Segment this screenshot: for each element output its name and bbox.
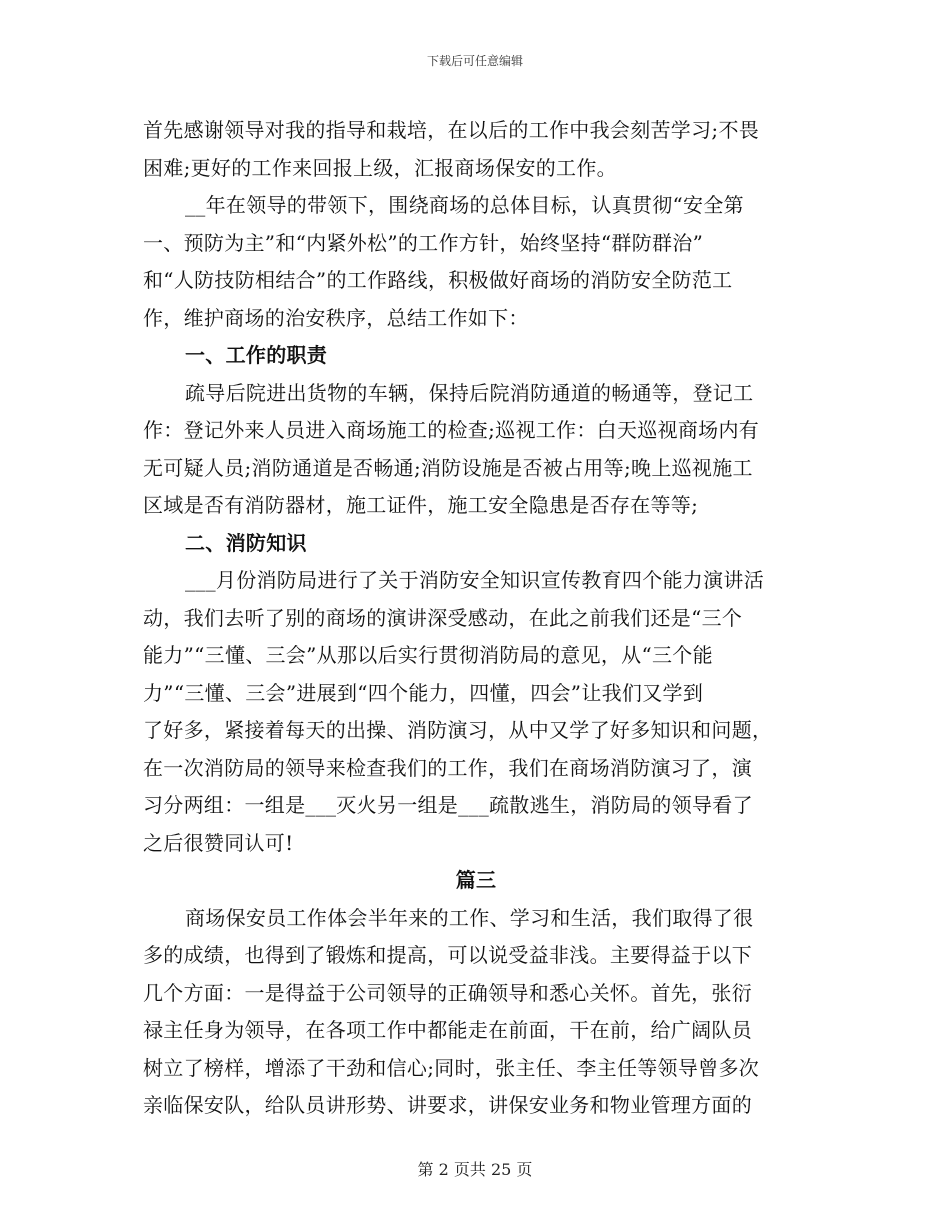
body-line: 作：登记外来人员进入商场施工的检查;巡视工作：白天巡视商场内有: [143, 418, 760, 442]
section-heading: 二、消防知识: [185, 530, 307, 555]
paragraph-start: ___月份消防局进行了关于消防安全知识宣传教育四个能力演讲活: [185, 568, 764, 592]
paragraph-start: __年在领导的带领下，围绕商场的总体目标，认真贯彻“安全第: [185, 193, 744, 217]
body-line: 多的成绩，也得到了锻炼和提高，可以说受益非浅。主要得益于以下: [143, 943, 752, 967]
body-line: 困难;更好的工作来回报上级，汇报商场保安的工作。: [143, 155, 617, 180]
body-line: 在一次消防局的领导来检查我们的工作，我们在商场消防演习了，演: [143, 755, 752, 780]
body-line: 动，我们去听了别的商场的演讲深受感动，在此之前我们还是“三个: [143, 605, 743, 630]
chapter-title: 篇三: [455, 868, 497, 892]
paragraph-start: 商场保安员工作体会半年来的工作、学习和生活，我们取得了很: [185, 905, 754, 930]
body-line: 之后很赞同认可!: [143, 830, 294, 855]
body-line: 和“人防技防相结合”的工作路线，积极做好商场的消防安全防范工: [143, 268, 733, 292]
body-line: 首先感谢领导对我的指导和栽培，在以后的工作中我会刻苦学习;不畏: [143, 118, 760, 142]
body-line: 了好多，紧接着每天的出操、消防演习，从中又学了好多知识和问题，: [143, 718, 773, 742]
paragraph-start: 疏导后院进出货物的车辆，保持后院消防通道的畅通等，登记工: [185, 380, 754, 405]
body-line: 区域是否有消防器材，施工证件，施工安全隐患是否存在等等;: [143, 493, 699, 517]
document-body: [143, 112, 809, 1125]
page-number: 第 2 页共 25 页: [417, 1160, 533, 1179]
body-line: 习分两组：一组是___灭火另一组是___疏散逃生，消防局的领导看了: [143, 793, 753, 817]
page-header: 下载后可任意编辑: [426, 54, 523, 68]
body-line: 力”“三懂、三会”进展到“四个能力，四懂，四会”让我们又学到: [143, 680, 704, 705]
body-line: 能力”“三懂、三会”从那以后实行贯彻消防局的意见，从“三个能: [143, 643, 713, 667]
body-line: 树立了榜样，增添了干劲和信心;同时，张主任、李主任等领导曾多次: [143, 1055, 760, 1080]
section-heading: 一、工作的职责: [185, 343, 328, 367]
body-line: 几个方面：一是得益于公司领导的正确领导和悉心关怀。首先，张衍: [143, 980, 752, 1005]
body-line: 一、预防为主”和“内紧外松”的工作方针，始终坚持“群防群治”: [143, 230, 704, 255]
body-line: 无可疑人员;消防通道是否畅通;消防设施是否被占用等;晚上巡视施工: [143, 455, 753, 480]
body-line: 作，维护商场的治安秩序，总结工作如下：: [143, 305, 529, 330]
body-line: 亲临保安队，给队员讲形势、讲要求，讲保安业务和物业管理方面的: [143, 1093, 752, 1117]
body-line: 禄主任身为领导，在各项工作中都能走在前面，干在前，给广阔队员: [143, 1018, 752, 1042]
